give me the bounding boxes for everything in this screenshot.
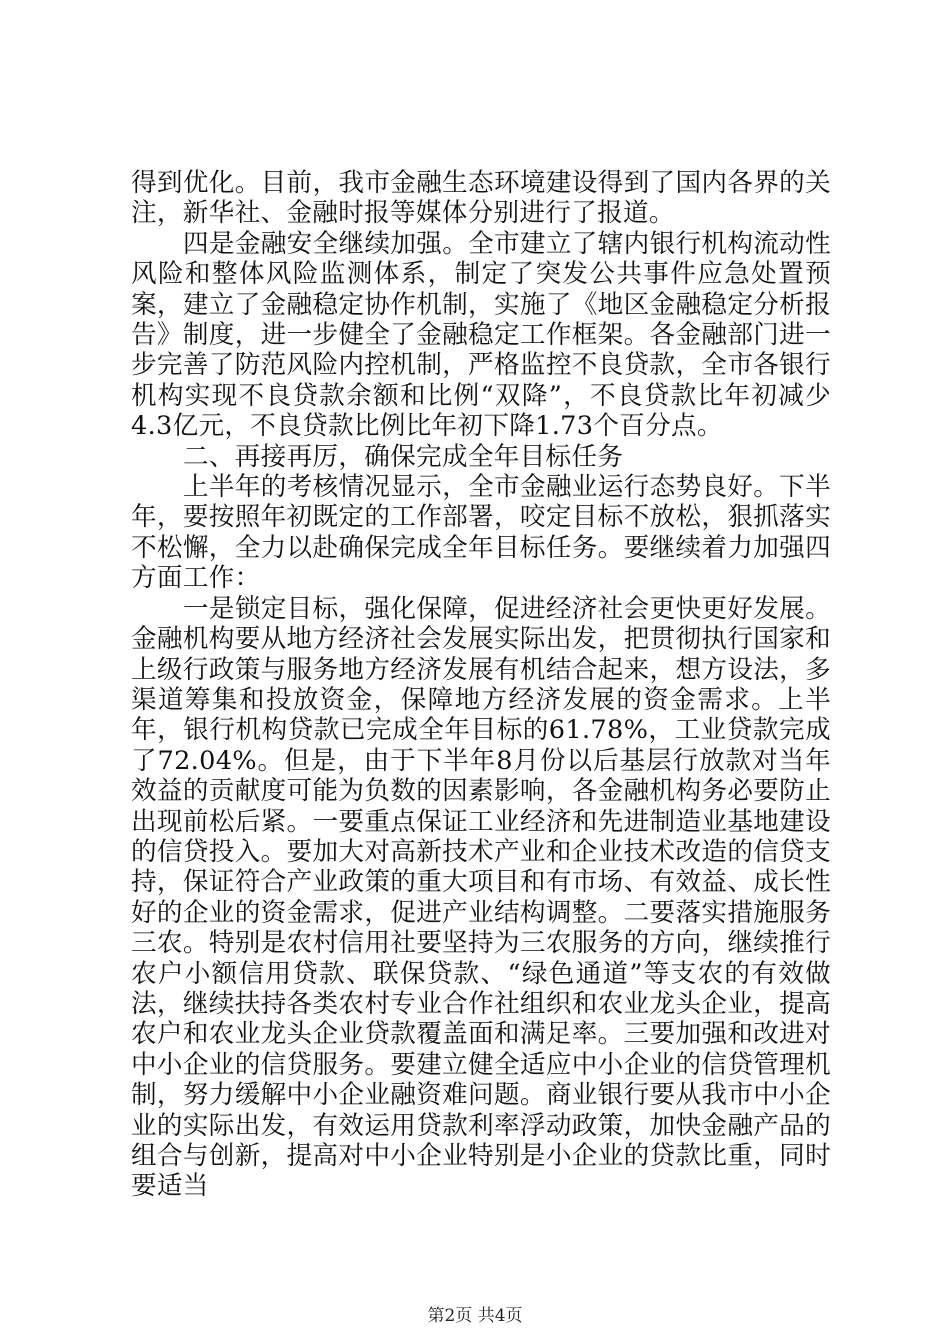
paragraph-continuation: 得到优化。目前，我市金融生态环境建设得到了国内各界的关注，新华社、金融时报等媒体分别进行了报道。 (131, 168, 831, 229)
page-number-label: 第2页 共4页 (427, 1306, 523, 1326)
section-heading: 二、再接再厉，确保完成全年目标任务 (183, 441, 624, 472)
document-body (131, 168, 831, 1202)
paragraph-targets: 一是锁定目标，强化保障，促进经济社会更快更好发展。金融机构要从地方经济社会发展实际出发，把贯彻执行国家和上级行政策与服务地方经济发展有机结合起来，想方设法，多渠道筹集和投放资金，保障地方经济发展的资金需求。上半年，银行机构贷款已完成全年目标的61.78%，工业贷款完成了72.04%。但是，由于下半年8月份以后基层行放款对当年效益的贡献度可能为负数的因素影响，各金融机构务必要防止出现前松后紧。一要重点保证工业经济和先进制造业基地建设的信贷投入。要加大对高新技术产业和企业技术改造的信贷支持，保证符合产业政策的重大项目和有市场、有效益、成长性好的企业的资金需求，促进产业结构调整。二要落实措施服务三农。特别是农村信用社要坚持为三农服务的方向，继续推行农户小额信用贷款、联保贷款、“绿色通道”等支农的有效做法，继续扶持各类农村专业合作社组织和农业龙头企业，提高农户和农业龙头企业贷款覆盖面和满足率。三要加强和改进对中小企业的信贷服务。要建立健全适应中小企业的信贷管理机制，努力缓解中小企业融资难问题。商业银行要从我市中小企业的实际出发，有效运用贷款利率浮动政策，加快金融产品的组合与创新，提高对中小企业特别是小企业的贷款比重，同时要适当 (131, 593, 831, 1202)
paragraph-assessment: 上半年的考核情况显示，全市金融业运行态势良好。下半年，要按照年初既定的工作部署，咬定目标不放松，狠抓落实不松懈，全力以赴确保完成全年目标任务。要继续着力加强四方面工作： (131, 472, 831, 594)
paragraph-financial-security: 四是金融安全继续加强。全市建立了辖内银行机构流动性风险和整体风险监测体系，制定了突发公共事件应急处置预案，建立了金融稳定协作机制，实施了《地区金融稳定分析报告》制度，进一步健全了金融稳定工作框架。各金融部门进一步完善了防范风险内控机制，严格监控不良贷款，全市各银行机构实现不良贷款余额和比例“双降”，不良贷款比年初减少4.3亿元，不良贷款比例比年初下降1.73个百分点。 (131, 228, 831, 442)
page-footer (0, 1301, 950, 1326)
